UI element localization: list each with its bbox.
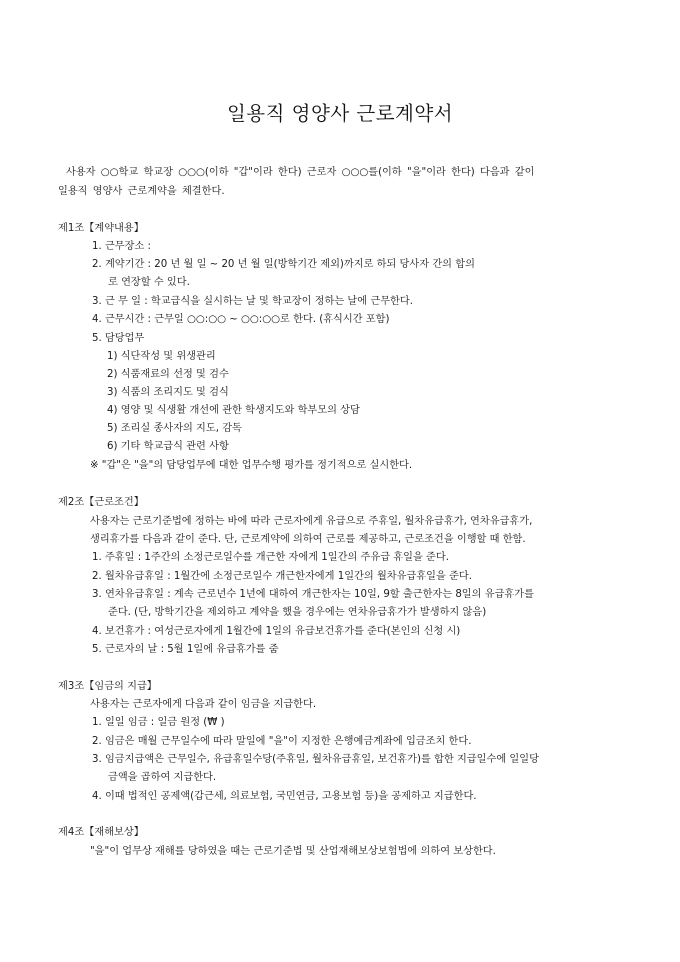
duty-item: 1) 식단작성 및 위생관리 xyxy=(107,351,216,362)
duty-item: 3) 식품의 조리지도 및 검식 xyxy=(107,387,229,398)
clause-item: 1. 근무장소 : xyxy=(92,241,151,252)
clause-item: 1. 주휴일 : 1주간의 소정근로일수를 개근한 자에게 1일간의 주유급 휴일을 준다. xyxy=(92,552,449,563)
duty-item: 5) 조리실 종사자의 지도, 감독 xyxy=(107,423,242,434)
clause-item: 2. 계약기간 : 20 년 월 일 ~ 20 년 월 일(방학기간 제외)까지로 하되 당사자 간의 합의 xyxy=(92,259,475,270)
clause-item: 5. 근로자의 날 : 5월 1일에 유급휴가를 줌 xyxy=(92,644,279,655)
duty-item: 2) 식품재료의 선정 및 검수 xyxy=(107,369,229,380)
intro-line: 사용자 ○○학교 학교장 ○○○(이하 "갑"이라 한다) 근로자 ○○○를(이하 "을"이라 한다) 다음과 같이 xyxy=(66,167,535,178)
clause-paragraph: "을"이 업무상 재해를 당하였을 때는 근로기준법 및 산업재해보상보험법에 의하여 보상한다. xyxy=(90,846,496,857)
clause-item-continued: 로 연장할 수 있다. xyxy=(108,277,190,288)
duty-item: 4) 영양 및 식생활 개선에 관한 학생지도와 학부모의 상담 xyxy=(107,405,360,416)
clause-item: 5. 담당업무 xyxy=(92,333,145,344)
article-heading: 제1조【계약내용】 xyxy=(58,223,144,234)
clause-paragraph: 생리휴가를 다음과 같이 준다. 단, 근로계약에 의하여 근로를 제공하고, 근로조건을 이행할 때 한함. xyxy=(90,534,526,545)
clause-paragraph: 사용자는 근로자에게 다음과 같이 임금을 지급한다. xyxy=(90,699,317,710)
clause-item: 4. 보건휴가 : 여성근로자에게 1월간에 1일의 유급보건휴가를 준다(본인의 신청 시) xyxy=(92,626,461,637)
clause-paragraph: 사용자는 근로기준법에 정하는 바에 따라 근로자에게 유급으로 주휴일, 월차유급휴가, 연차유급휴가, xyxy=(90,516,533,527)
clause-item: 2. 임금은 매월 근무일수에 따라 말일에 "을"이 지정한 은행예금계좌에 입금조치 한다. xyxy=(92,736,472,747)
clause-item: 3. 연차유급휴일 : 계속 근로년수 1년에 대하여 개근한자는 10일, 9할 출근한자는 8일의 유급휴가를 xyxy=(92,589,534,600)
clause-item: 4. 근무시간 : 근무일 ○○:○○ ~ ○○:○○로 한다. (휴식시간 포함) xyxy=(92,314,390,325)
clause-item: 4. 이때 법적인 공제액(갑근세, 의료보험, 국민연금, 고용보험 등)을 공제하고 지급한다. xyxy=(92,791,477,802)
article-heading: 제4조【재해보상】 xyxy=(58,827,144,838)
clause-item-continued: 금액을 곱하여 지급한다. xyxy=(108,772,217,783)
clause-item-continued: 준다. (단, 방학기간을 제외하고 계약을 했을 경우에는 연차유급휴가가 발생하지 않음) xyxy=(108,607,487,618)
clause-item: 3. 근 무 일 : 학교급식을 실시하는 날 및 학교장이 정하는 날에 근무한다. xyxy=(92,296,413,307)
article-heading: 제3조【임금의 지급】 xyxy=(58,681,157,692)
evaluation-note: ※ "갑"은 "을"의 담당업무에 대한 업무수행 평가를 정기적으로 실시한다. xyxy=(90,460,413,471)
duty-item: 6) 기타 학교급식 관련 사항 xyxy=(107,441,229,452)
clause-item: 2. 월차유급휴일 : 1월간에 소정근로일수 개근한자에게 1일간의 월차유급휴일을 준다. xyxy=(92,571,473,582)
clause-item: 1. 일일 임금 : 일금 원정 (₩ ) xyxy=(92,717,225,728)
clause-item: 3. 임금지급액은 근무일수, 유급휴일수당(주휴일, 월차유급휴일, 보건휴가)를 합한 지급일수에 일일당 xyxy=(92,754,539,765)
article-heading: 제2조【근로조건】 xyxy=(58,497,144,508)
document-title: 일용직 영양사 근로계약서 xyxy=(226,102,454,125)
intro-line: 일용직 영양사 근로계약을 체결한다. xyxy=(58,186,225,197)
